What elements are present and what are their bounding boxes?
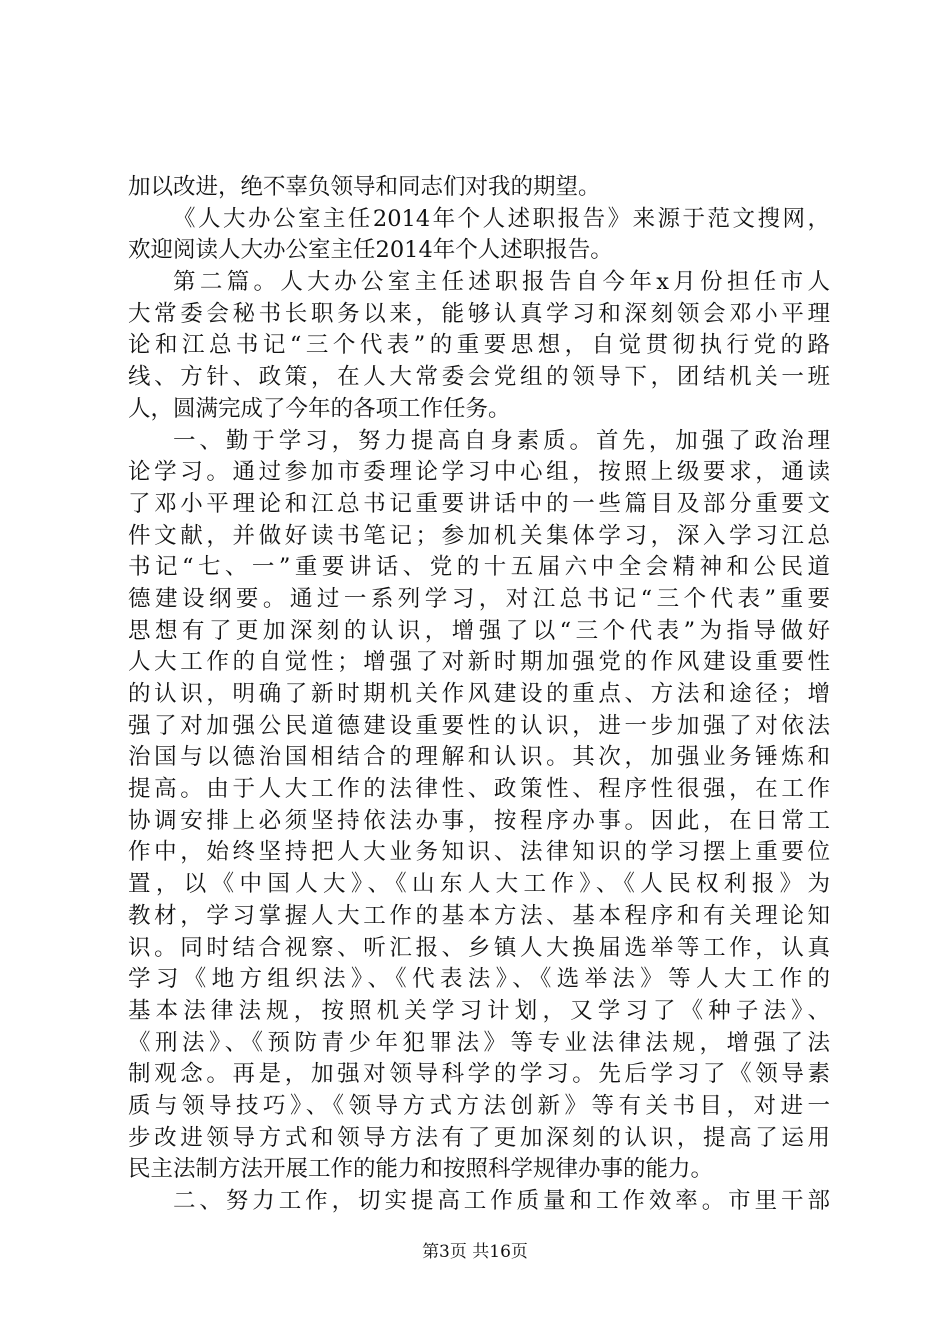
text-line: 强了对加强公民道德建设重要性的认识，进一步加强了对依法 <box>128 712 830 739</box>
text-line: 识。同时结合视察、听汇报、乡镇人大换届选举等工作，认真 <box>128 934 830 961</box>
text-line: 欢迎阅读人大办公室主任2014年个人述职报告。 <box>128 237 613 264</box>
page-number-label: 第3页 共16页 <box>422 1242 528 1262</box>
text-line: 第二篇。人大办公室主任述职报告自今年x月份担任市人 <box>173 269 830 296</box>
text-line: 的认识，明确了新时期机关作风建设的重点、方法和途径；增 <box>128 681 830 707</box>
text-line: 置，以《中国人大》、《山东人大工作》、《人民权利报》为 <box>128 871 830 898</box>
document-body <box>128 172 830 1218</box>
text-line: 德建设纲要。通过一系列学习，对江总书记“三个代表”重要 <box>128 585 830 612</box>
text-line: 作中，始终坚持把人大业务知识、法律知识的学习摆上重要位 <box>128 839 830 866</box>
text-line: 人，圆满完成了今年的各项工作任务。 <box>128 395 511 422</box>
text-line: 制观念。再是，加强对领导科学的学习。先后学习了《领导素 <box>128 1061 830 1088</box>
text-line: 提高。由于人大工作的法律性、政策性、程序性很强，在工作 <box>128 776 830 803</box>
text-line: 基本法律法规，按照机关学习计划，又学习了《种子法》、 <box>128 997 830 1024</box>
page-footer <box>0 1240 950 1264</box>
text-line: 论和江总书记“三个代表”的重要思想，自觉贯彻执行党的路 <box>128 332 830 359</box>
text-line: 学习《地方组织法》、《代表法》、《选举法》等人大工作的 <box>128 966 830 993</box>
text-line: 线、方针、政策，在人大常委会党组的领导下，团结机关一班 <box>128 364 830 391</box>
text-line: 治国与以德治国相结合的理解和认识。其次，加强业务锤炼和 <box>128 744 830 771</box>
text-line: 书记“七、一”重要讲话、党的十五届六中全会精神和公民道 <box>128 554 830 581</box>
text-line: 二、努力工作，切实提高工作质量和工作效率。市里干部 <box>173 1188 830 1214</box>
text-line: 了邓小平理论和江总书记重要讲话中的一些篇目及部分重要文 <box>128 490 830 517</box>
text-line: 步改进领导方式和领导方法有了更加深刻的认识，提高了运用 <box>128 1124 830 1151</box>
text-line: 论学习。通过参加市委理论学习中心组，按照上级要求，通读 <box>128 459 830 486</box>
text-line: 大常委会秘书长职务以来，能够认真学习和深刻领会邓小平理 <box>128 300 830 327</box>
text-line: 质与领导技巧》、《领导方式方法创新》等有关书目，对进一 <box>128 1092 830 1119</box>
text-line: 《刑法》、《预防青少年犯罪法》等专业法律法规，增强了法 <box>128 1029 830 1056</box>
text-line: 一、勤于学习，努力提高自身素质。首先，加强了政治理 <box>173 427 830 454</box>
text-line: 件文献，并做好读书笔记；参加机关集体学习，深入学习江总 <box>128 522 830 549</box>
text-line: 教材，学习掌握人大工作的基本方法、基本程序和有关理论知 <box>128 902 830 929</box>
text-line: 协调安排上必须坚持依法办事，按程序办事。因此，在日常工 <box>128 807 830 834</box>
text-line: 人大工作的自觉性；增强了对新时期加强党的作风建设重要性 <box>128 649 830 676</box>
text-line: 加以改进，绝不辜负领导和同志们对我的期望。 <box>128 174 601 200</box>
text-line: 《人大办公室主任2014年个人述职报告》来源于范文搜网， <box>173 205 830 232</box>
text-line: 思想有了更加深刻的认识，增强了以“三个代表”为指导做好 <box>128 617 830 644</box>
text-line: 民主法制方法开展工作的能力和按照科学规律办事的能力。 <box>128 1156 714 1183</box>
